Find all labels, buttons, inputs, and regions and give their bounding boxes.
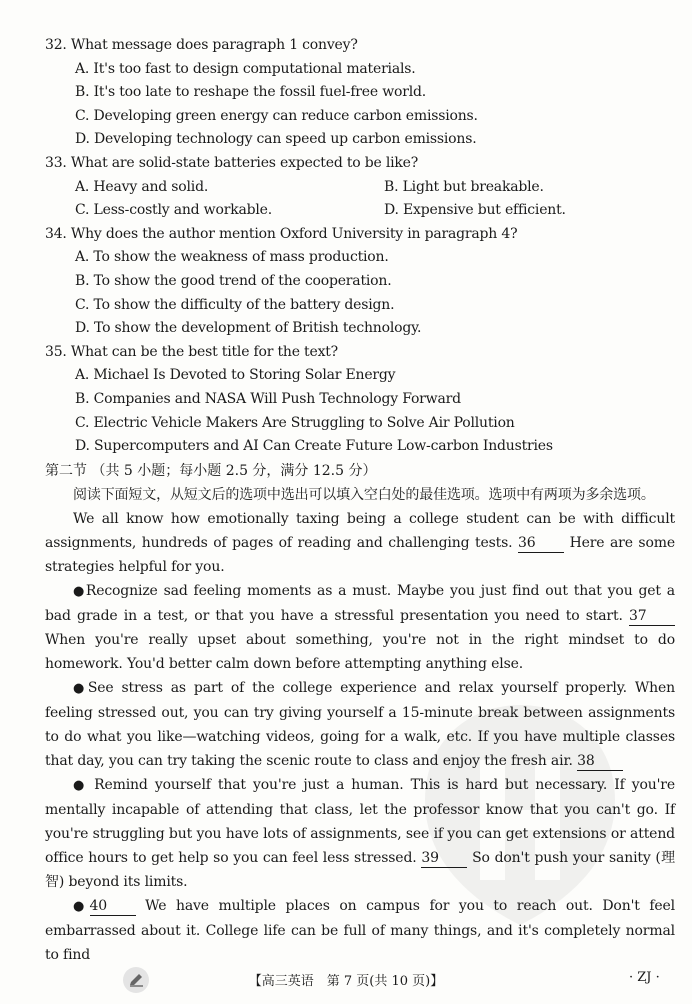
- passage-paragraph-1: [45, 507, 675, 579]
- paragraph-text: When you're really upset about something, you're not in the right mindset to do homework. You'd better calm down before attempting anything else.: [45, 631, 675, 672]
- option-c: C. Electric Vehicle Makers Are Struggling to Solve Air Pollution: [75, 414, 515, 431]
- paragraph-text: We have multiple places on campus for you to reach out. Don't feel embarrassed about it. College life can be full of many things, and it's completely normal to find: [45, 897, 675, 963]
- option-b: B. Light but breakable.: [384, 178, 544, 195]
- paragraph-text: We all know how emotionally taxing being a college student can be with difficult assignments, hundreds of pages of reading and challenging tests.: [45, 510, 675, 551]
- option-d: D. Supercomputers and AI Can Create Future Low-carbon Industries: [75, 438, 553, 455]
- option-a: A. Michael Is Devoted to Storing Solar Energy: [75, 367, 396, 384]
- question-34: [45, 223, 675, 341]
- passage-paragraph-4: [45, 773, 675, 894]
- option-b: B. It's too late to reshape the fossil fuel-free world.: [75, 84, 427, 101]
- bullet-icon: ●: [73, 680, 88, 696]
- bullet-icon: ●: [73, 583, 86, 599]
- option-c: C. To show the difficulty of the battery design.: [75, 296, 395, 313]
- paragraph-text: Recognize sad feeling moments as a must. Maybe you just find out that you get a bad grade in a test, or that you have a stressful presentation you need to start.: [45, 582, 676, 624]
- option-d: D. To show the development of British technology.: [75, 320, 422, 337]
- blank-40: 40: [90, 898, 136, 916]
- question-stem: 33. What are solid-state batteries expected to be like?: [45, 154, 419, 171]
- question-33: [45, 152, 675, 223]
- option-d: D. Developing technology can speed up carbon emissions.: [75, 131, 477, 148]
- option-row: [45, 176, 675, 200]
- option-row: [45, 199, 675, 223]
- question-35: [45, 341, 675, 459]
- question-stem: 32. What message does paragraph 1 convey?: [45, 37, 358, 53]
- question-32: [45, 34, 675, 152]
- paragraph-text: See stress as part of the college experience and relax yourself properly. When feeling stressed out, you can try giving yourself a 15-minute break between assignments to do what you like—watching videos, going for a walk, etc. If you have multiple classes that day, you can try taking the scenic route to class and enjoy the fresh air.: [45, 679, 675, 769]
- paragraph-text: Here are some strategies helpful for you.: [45, 534, 675, 575]
- passage-paragraph-2: [45, 579, 675, 676]
- paragraph-text: So don't push your sanity (理智) beyond its limits.: [45, 849, 676, 890]
- blank-39: 39: [421, 850, 467, 868]
- section-instructions: 阅读下面短文，从短文后的选项中选出可以填入空白处的最佳选项。选项中有两项为多余选项。: [73, 486, 655, 503]
- option-b: B. Companies and NASA Will Push Technology Forward: [75, 390, 461, 407]
- bullet-icon: ●: [73, 898, 90, 914]
- section-heading: 第二节 （共 5 小题；每小题 2.5 分，满分 12.5 分）: [45, 462, 377, 479]
- passage-paragraph-5: [45, 894, 675, 967]
- blank-38: 38: [577, 753, 623, 771]
- footer-page-info: 【高三英语 第 7 页(共 10 页)】: [248, 974, 444, 989]
- paragraph-text: Remind yourself that you're just a human. This is hard but necessary. If you're mentally incapable of attending that class, let the professor know that you can't go. If you're struggling but you have lots of assignments, see if you can get extensions or attend office hours to get help so you can feel less stressed.: [45, 776, 675, 866]
- exam-content: [45, 34, 675, 967]
- option-a: A. To show the weakness of mass production.: [75, 249, 389, 266]
- question-stem: 35. What can be the best title for the text?: [45, 343, 338, 360]
- page-footer: [0, 966, 692, 990]
- question-stem: 34. Why does the author mention Oxford University in paragraph 4?: [45, 225, 518, 242]
- option-a: A. It's too fast to design computational materials.: [75, 60, 416, 77]
- option-c: C. Developing green energy can reduce carbon emissions.: [75, 107, 478, 124]
- option-c: C. Less-costly and workable.: [75, 202, 272, 219]
- footer-code: · ZJ ·: [629, 970, 660, 985]
- passage-paragraph-3: [45, 676, 675, 773]
- bullet-icon: ●: [73, 777, 87, 793]
- blank-36: 36: [518, 535, 564, 553]
- option-d: D. Expensive but efficient.: [384, 202, 566, 219]
- blank-37: 37: [629, 608, 675, 626]
- option-b: B. To show the good trend of the cooperation.: [75, 272, 392, 289]
- option-a: A. Heavy and solid.: [75, 178, 209, 195]
